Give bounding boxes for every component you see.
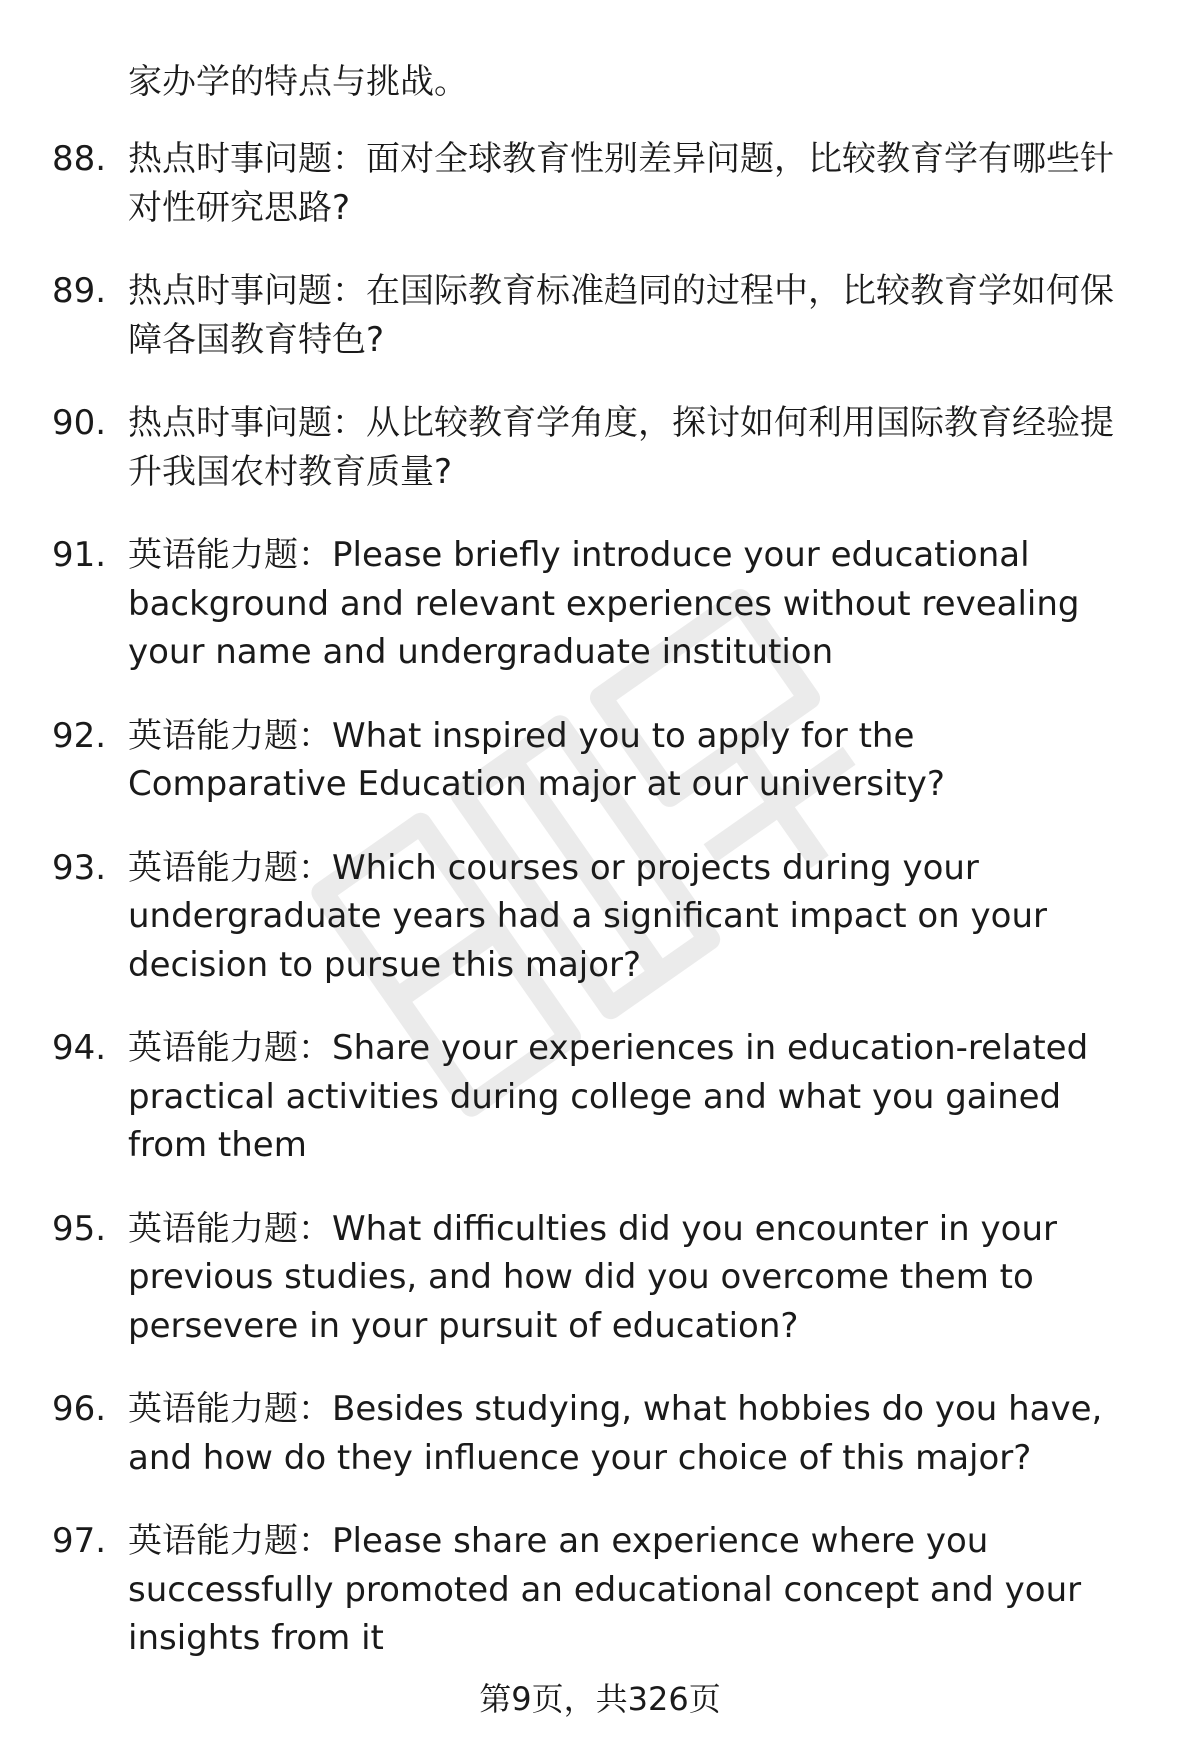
question-number: 91. bbox=[52, 535, 107, 575]
question-text: 热点时事问题：面对全球教育性别差异问题，比较教育学有哪些针对性研究思路? bbox=[128, 139, 1114, 228]
question-item bbox=[0, 712, 1138, 809]
question-text: 英语能力题：Besides studying, what hobbies do you have, and how do they influence your choice of this major? bbox=[128, 1389, 1103, 1478]
question-number: 96. bbox=[52, 1389, 107, 1429]
question-number: 94. bbox=[52, 1028, 107, 1068]
question-item bbox=[0, 1385, 1138, 1482]
question-number: 93. bbox=[52, 847, 107, 888]
question-text: 英语能力题：Please briefly introduce your educational background and relevant experiences without revealing your name and undergraduate institution bbox=[128, 535, 1080, 672]
question-number: 97. bbox=[52, 1521, 107, 1561]
question-item bbox=[0, 267, 1138, 364]
question-number: 88. bbox=[52, 139, 107, 179]
question-number: 89. bbox=[52, 271, 107, 311]
question-text: 英语能力题：Share your experiences in education-related practical activities during college and what you gained from them bbox=[128, 1028, 1089, 1165]
continued-text: 家办学的特点与挑战。 bbox=[128, 62, 468, 102]
question-text: 英语能力题：Which courses or projects during your undergraduate years had a significant impact on your decision to pursue this major? bbox=[128, 847, 1047, 985]
question-text: 英语能力题：What difficulties did you encounter in your previous studies, and how did you overcome them to persevere in your pursuit of education? bbox=[128, 1208, 1057, 1346]
question-item bbox=[0, 399, 1138, 496]
question-text: 热点时事问题：从比较教育学角度，探讨如何利用国际教育经验提升我国农村教育质量? bbox=[128, 403, 1114, 492]
question-item bbox=[0, 135, 1138, 232]
question-item bbox=[0, 531, 1138, 677]
question-number: 95. bbox=[52, 1208, 107, 1249]
question-item bbox=[0, 1517, 1138, 1663]
page-number-footer: 第9页，共326页 bbox=[479, 1680, 721, 1718]
question-item bbox=[0, 1205, 1138, 1351]
question-number: 90. bbox=[52, 403, 107, 443]
question-item bbox=[0, 1024, 1138, 1170]
question-text: 英语能力题：Please share an experience where you successfully promoted an educational concept and your insights from it bbox=[128, 1521, 1082, 1658]
question-list bbox=[0, 135, 1200, 1698]
question-item bbox=[0, 844, 1138, 990]
question-number: 92. bbox=[52, 715, 107, 756]
question-text: 热点时事问题：在国际教育标准趋同的过程中，比较教育学如何保障各国教育特色? bbox=[128, 271, 1114, 360]
question-text: 英语能力题：What inspired you to apply for the Comparative Education major at our university? bbox=[128, 715, 945, 804]
